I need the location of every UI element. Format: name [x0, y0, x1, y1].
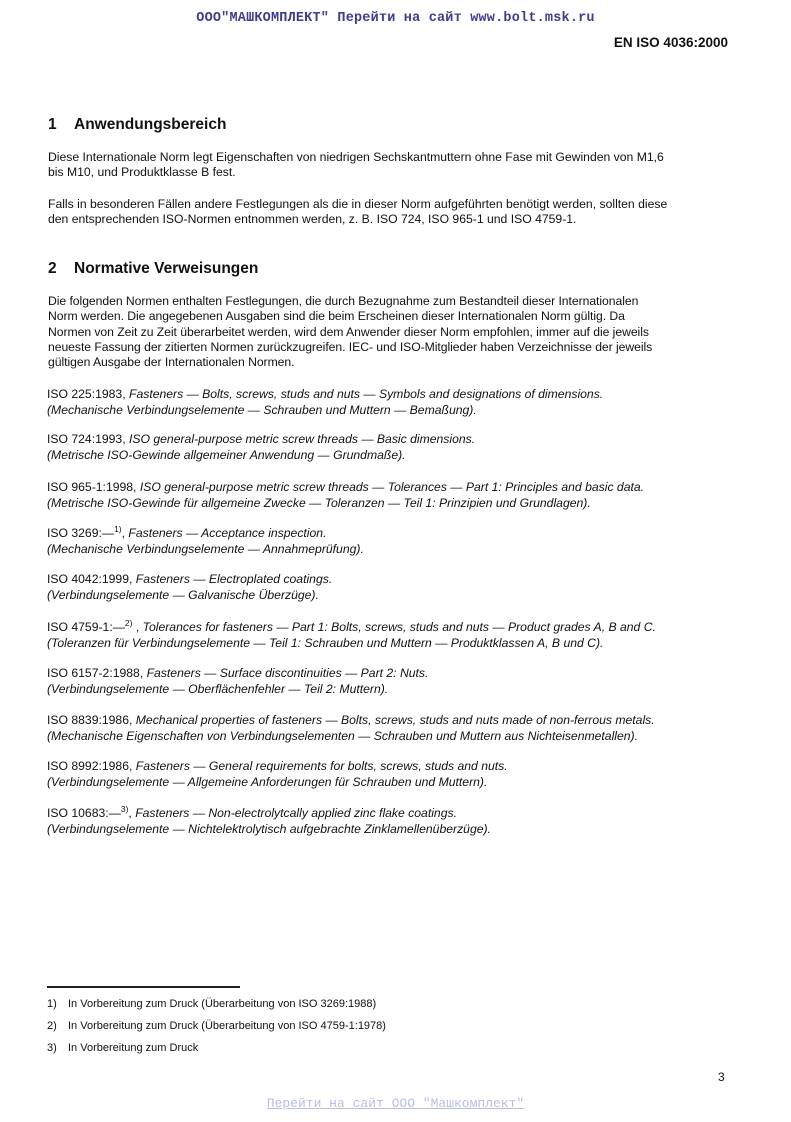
reference-german-title: (Mechanische Eigenschaften von Verbindungselementen — Schrauben und Muttern aus Nichteisenmetallen). [47, 728, 638, 743]
reference-german-title: (Mechanische Verbindungselemente — Schrauben und Muttern — Bemaßung). [47, 402, 477, 417]
text-line: neueste Fassung der zitierten Normen zurückzugreifen. IEC- und ISO-Mitglieder haben Verzeichnisse der jeweils [48, 339, 653, 354]
footnote-text: In Vorbereitung zum Druck (Überarbeitung von ISO 3269:1988) [68, 998, 377, 1010]
reference-title: Fasteners — Acceptance inspection. [128, 526, 327, 540]
reference-code: ISO 225:1983, [47, 387, 129, 401]
reference-item [47, 806, 737, 837]
footnote [47, 1042, 198, 1054]
reference-title: ISO general-purpose metric screw threads — Basic dimensions. [129, 432, 476, 446]
reference-title: Fasteners — Surface discontinuities — Part 2: Nuts. [146, 666, 429, 680]
reference-title: Mechanical properties of fasteners — Bolts, screws, studs and nuts made of non-ferrous metals. [135, 713, 655, 727]
section-2-intro [48, 294, 728, 370]
text-line: den entsprechenden ISO-Normen entnommen werden, z. B. ISO 724, ISO 965-1 und ISO 4759-1. [48, 212, 577, 227]
reference-title: Fasteners — Non-electrolytcally applied zinc flake coatings. [135, 806, 457, 820]
footnote [47, 998, 376, 1010]
section-1-title: Anwendungsbereich [74, 116, 227, 133]
reference-german-title: (Metrische ISO-Gewinde allgemeiner Anwendung — Grundmaße). [47, 447, 406, 462]
reference-item [47, 713, 737, 744]
reference-item [47, 759, 737, 790]
section-1-paragraph-2 [48, 197, 728, 228]
footnote [47, 1020, 386, 1032]
reference-german-title: (Verbindungselemente — Oberflächenfehler — Teil 2: Muttern). [47, 681, 389, 696]
reference-title: Tolerances for fasteners — Part 1: Bolts, screws, studs and nuts — Product grades A, B and C. [142, 620, 656, 634]
reference-item [47, 572, 737, 603]
footnote-marker: 1) [114, 524, 122, 534]
footnote-text: In Vorbereitung zum Druck (Überarbeitung von ISO 4759-1:1978) [68, 1020, 386, 1032]
text-line: Norm werden. Die angegebenen Ausgaben sind die beim Erscheinen dieser Internationalen Norm gültig. Da [48, 309, 625, 324]
reference-item [47, 387, 737, 418]
reference-german-title: (Mechanische Verbindungselemente — Annahmeprüfung). [47, 541, 364, 556]
text-line: Falls in besonderen Fällen andere Festlegungen als die in dieser Norm aufgeführten benötigt werden, sollten diese [48, 197, 668, 211]
reference-german-title: (Verbindungselemente — Allgemeine Anforderungen für Schrauben und Muttern). [47, 774, 488, 789]
reference-code: ISO 4042:1999, [47, 572, 136, 586]
footnote-number: 2) [47, 1020, 57, 1032]
reference-code: ISO 10683:— [47, 806, 121, 820]
reference-german-title: (Toleranzen für Verbindungselemente — Teil 1: Schrauben und Muttern — Produktklassen A, B und C). [47, 635, 604, 650]
page-number: 3 [718, 1070, 725, 1084]
reference-title: Fasteners — General requirements for bolts, screws, studs and nuts. [135, 759, 508, 773]
reference-item [47, 620, 737, 651]
text-line: bis M10, und Produktklasse B fest. [48, 165, 236, 180]
reference-code: ISO 3269:— [47, 526, 115, 540]
document-id: EN ISO 4036:2000 [613, 35, 728, 50]
reference-title: ISO general-purpose metric screw threads — Tolerances — Part 1: Principles and basic data. [139, 480, 645, 494]
reference-code: ISO 6157-2:1988, [47, 666, 147, 680]
reference-title: Fasteners — Electroplated coatings. [135, 572, 333, 586]
bottom-banner-link[interactable]: Перейти на сайт ООО "Машкомплект" [266, 1096, 525, 1111]
section-2-number: 2 [48, 260, 57, 277]
reference-code: ISO 8839:1986, [47, 713, 136, 727]
reference-separator: , [132, 620, 143, 634]
footnote-number: 3) [47, 1042, 57, 1054]
reference-german-title: (Verbindungselemente — Galvanische Überzüge). [47, 587, 319, 602]
section-1-heading [48, 116, 226, 134]
reference-item [47, 432, 737, 463]
reference-code: ISO 724:1993, [47, 432, 129, 446]
section-1-number: 1 [48, 116, 57, 133]
reference-separator: , [121, 526, 129, 540]
reference-item [47, 480, 737, 511]
text-line: Die folgenden Normen enthalten Festlegungen, die durch Bezugnahme zum Bestandteil dieser Internationalen [48, 294, 639, 308]
reference-code: ISO 8992:1986, [47, 759, 136, 773]
reference-german-title: (Verbindungselemente — Nichtelektrolytisch aufgebrachte Zinklamellenüberzüge). [47, 821, 491, 836]
footnote-number: 1) [47, 998, 57, 1010]
reference-code: ISO 4759-1:— [47, 620, 125, 634]
text-line: gültigen Ausgabe der Internationalen Normen. [48, 355, 295, 370]
footnote-marker: 3) [120, 804, 129, 814]
section-2-title: Normative Verweisungen [74, 260, 259, 277]
reference-item [47, 526, 737, 557]
section-1-paragraph-1 [48, 150, 728, 181]
footnote-text: In Vorbereitung zum Druck [68, 1042, 199, 1054]
section-2-heading [48, 260, 258, 278]
reference-title: Fasteners — Bolts, screws, studs and nuts — Symbols and designations of dimensions. [129, 387, 604, 401]
reference-item [47, 666, 737, 697]
top-banner-link[interactable]: ООО"МАШКОМПЛЕКТ" Перейти на сайт www.bolt.msk.ru [196, 11, 595, 26]
reference-separator: , [128, 806, 136, 820]
reference-code: ISO 965-1:1998, [47, 480, 140, 494]
footnote-marker: 2) [124, 618, 133, 628]
text-line: Diese Internationale Norm legt Eigenschaften von niedrigen Sechskantmuttern ohne Fase mit Gewinden von M1,6 [48, 150, 664, 164]
footnote-divider [47, 986, 240, 988]
text-line: Normen von Zeit zu Zeit überarbeitet werden, wird dem Anwender dieser Norm empfohlen, immer auf die jeweils [48, 324, 649, 339]
reference-german-title: (Metrische ISO-Gewinde für allgemeine Zwecke — Toleranzen — Teil 1: Prinzipien und Grundlagen). [47, 495, 591, 510]
